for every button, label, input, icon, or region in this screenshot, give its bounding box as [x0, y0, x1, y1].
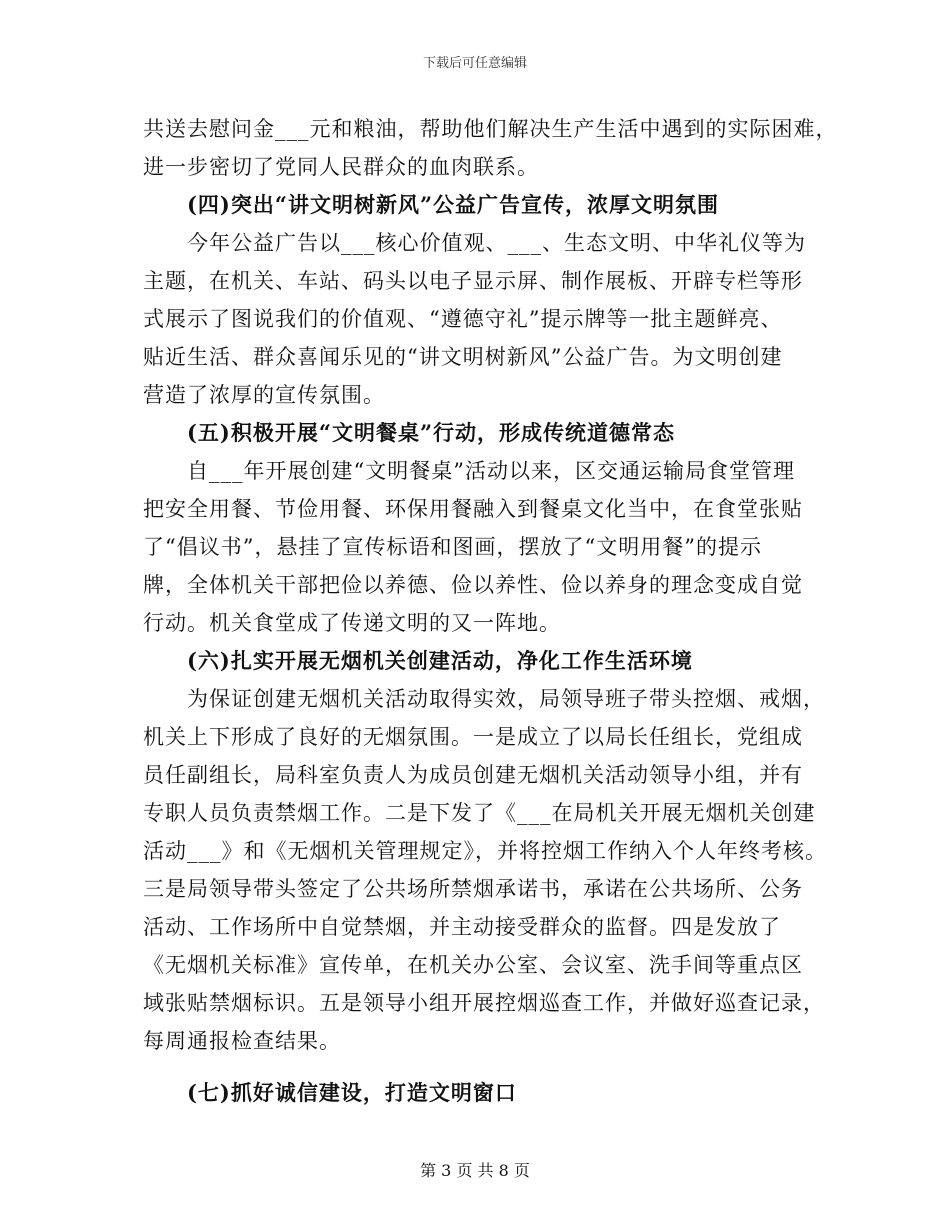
- paragraph-start: 为保证创建无烟机关活动取得实效，局领导班子带头控烟、戒烟，: [187, 687, 825, 711]
- body-line: 《无烟机关标准》宣传单，在机关办公室、会议室、洗手间等重点区: [143, 953, 803, 977]
- page-number: 第 3 页 共 8 页: [420, 1161, 530, 1180]
- body-line: 活动、工作场所中自觉禁烟，并主动接受群众的监督。四是发放了: [143, 915, 781, 939]
- section-heading-6: (六)扎实开展无烟机关创建活动，净化工作生活环境: [187, 648, 693, 673]
- body-line: 员任副组长，局科室负责人为成员创建无烟机关活动领导小组，并有: [143, 763, 803, 787]
- page-header: 下载后可任意编辑: [422, 56, 527, 71]
- body-line: 每周通报检查结果。: [143, 1029, 341, 1053]
- document-body: [143, 110, 838, 1112]
- body-line: 机关上下形成了良好的无烟氛围。一是成立了以局长任组长，党组成: [143, 725, 803, 749]
- paragraph-start: 今年公益广告以___核心价值观、___、生态文明、中华礼仪等为: [187, 231, 806, 255]
- body-line: 把安全用餐、节俭用餐、环保用餐融入到餐桌文化当中，在食堂张贴: [143, 497, 803, 521]
- body-line: 行动。机关食堂成了传递文明的又一阵地。: [143, 611, 561, 635]
- body-line: 活动___》和《无烟机关管理规定》，并将控烟工作纳入个人年终考核。: [143, 839, 827, 863]
- paragraph-start: 自___年开展创建“文明餐桌”活动以来，区交通运输局食堂管理: [187, 459, 795, 483]
- body-line: 贴近生活、群众喜闻乐见的“讲文明树新风”公益广告。为文明创建: [143, 345, 783, 369]
- body-line: 域张贴禁烟标识。五是领导小组开展控烟巡查工作，并做好巡查记录，: [143, 991, 825, 1015]
- body-line: 了“倡议书”，悬挂了宣传标语和图画，摆放了“文明用餐”的提示: [143, 535, 762, 559]
- body-line: 专职人员负责禁烟工作。二是下发了《___在局机关开展无烟机关创建: [143, 801, 816, 825]
- body-line: 牌，全体机关干部把俭以养德、俭以养性、俭以养身的理念变成自觉: [143, 573, 803, 597]
- body-line: 主题，在机关、车站、码头以电子显示屏、制作展板、开辟专栏等形: [143, 269, 803, 293]
- section-heading-4: (四)突出“讲文明树新风”公益广告宣传，浓厚文明氛围: [187, 192, 720, 217]
- section-heading-5: (五)积极开展“文明餐桌”行动，形成传统道德常态: [187, 420, 676, 445]
- section-heading-7: (七)抓好诚信建设，打造文明窗口: [187, 1080, 517, 1105]
- body-line: 营造了浓厚的宣传氛围。: [143, 383, 385, 407]
- paragraph-gap: [143, 1060, 823, 1074]
- body-line: 共送去慰问金___元和粮油，帮助他们解决生产生活中遇到的实际困难，: [143, 117, 838, 141]
- body-line: 式展示了图说我们的价值观、“遵德守礼”提示牌等一批主题鲜亮、: [143, 307, 783, 331]
- body-line: 三是局领导带头签定了公共场所禁烟承诺书，承诺在公共场所、公务: [143, 877, 803, 901]
- body-line: 进一步密切了党同人民群众的血肉联系。: [143, 155, 539, 179]
